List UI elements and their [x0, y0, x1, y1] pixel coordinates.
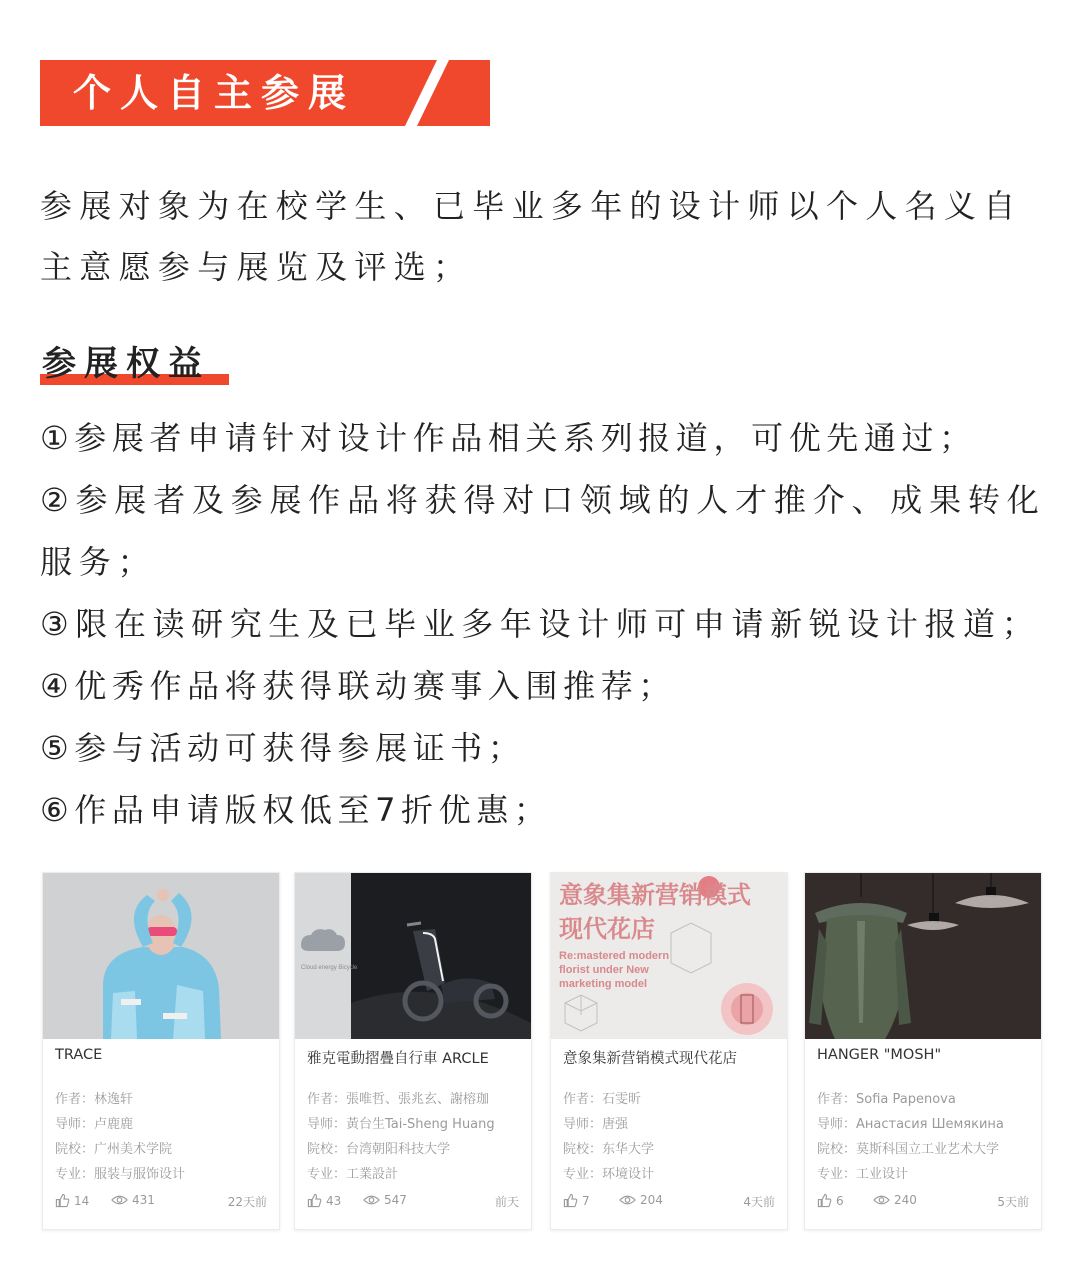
benefit-item: ③限在读研究生及已毕业多年设计师可申请新锐设计报道； — [40, 605, 1041, 643]
eye-icon — [619, 1194, 636, 1206]
project-card-arcle[interactable] — [294, 872, 532, 1230]
view-count: 204 — [640, 1193, 663, 1207]
view-count: 547 — [384, 1193, 407, 1207]
post-time: 5天前 — [997, 1195, 1029, 1209]
project-thumbnail[interactable] — [805, 873, 1041, 1039]
thumb-subtitle-line3: marketing model — [559, 978, 648, 990]
view-stat — [873, 1193, 917, 1207]
project-title[interactable]: 意象集新营销模式现代花店 — [563, 1051, 737, 1067]
benefit-item: ⑤参与活动可获得参展证书； — [40, 729, 526, 767]
project-major: 专业：环境设计 — [563, 1167, 655, 1182]
benefits-list — [40, 407, 1050, 841]
thumb-caption: Cloud energy Bicycle — [301, 965, 358, 971]
benefit-item: ⑥作品申请版权低至7折优惠； — [40, 791, 552, 829]
view-stat — [363, 1193, 407, 1207]
eye-icon — [363, 1194, 380, 1206]
like-button[interactable] — [55, 1193, 89, 1208]
benefit-item: ④优秀作品将获得联动赛事入围推荐； — [40, 667, 676, 705]
benefits-heading: 参展权益 — [42, 344, 210, 384]
fashion-photo-image — [43, 873, 279, 1039]
project-major: 专业：工業設計 — [307, 1167, 399, 1182]
project-author: 作者：林逸轩 — [55, 1092, 134, 1107]
view-count: 240 — [894, 1193, 917, 1207]
project-card-trace[interactable] — [42, 872, 280, 1230]
project-title[interactable]: HANGER "MOSH" — [817, 1047, 942, 1063]
post-time: 4天前 — [743, 1195, 775, 1209]
view-stat — [619, 1193, 663, 1207]
project-author: 作者：張唯哲、張兆玄、謝榕珈 — [307, 1092, 490, 1107]
eye-icon — [111, 1194, 128, 1206]
thumb-title-line1: 意象集新营销模式 — [559, 881, 751, 909]
project-school: 院校：莫斯科国立工业艺术大学 — [817, 1142, 1000, 1157]
project-stats — [55, 1193, 267, 1211]
project-school: 院校：东华大学 — [563, 1142, 655, 1157]
like-button[interactable] — [307, 1193, 341, 1208]
project-author: 作者：石雯昕 — [563, 1092, 642, 1107]
project-title[interactable]: TRACE — [55, 1047, 103, 1063]
view-count: 431 — [132, 1193, 155, 1207]
view-stat — [111, 1193, 155, 1207]
section-title: 个人自主参展 — [73, 71, 356, 115]
intro-paragraph: 参展对象为在校学生、已毕业多年的设计师以个人名义自主意愿参与展览及评选； — [40, 187, 1023, 286]
project-stats — [307, 1193, 519, 1211]
project-stats — [563, 1193, 775, 1211]
project-mentor: 导师：黃台生Tai-Sheng Huang — [307, 1117, 495, 1132]
project-card-florist[interactable] — [550, 872, 788, 1230]
project-meta — [55, 1087, 273, 1187]
like-count: 43 — [326, 1193, 342, 1208]
scooter-photo-image — [295, 873, 531, 1039]
post-time: 前天 — [494, 1195, 519, 1209]
project-meta — [563, 1087, 781, 1187]
project-stats — [817, 1193, 1029, 1211]
thumbs-up-icon — [307, 1193, 322, 1208]
benefit-item: ②参展者及参展作品将获得对口领域的人才推介、成果转化服务； — [40, 481, 1046, 581]
project-thumbnail[interactable] — [551, 873, 787, 1039]
project-author: 作者：Sofia Papenova — [817, 1092, 956, 1107]
post-time: 22天前 — [227, 1195, 267, 1209]
like-count: 6 — [836, 1193, 844, 1208]
hanger-lamp-photo-image — [805, 873, 1041, 1039]
project-mentor: 导师：卢鹿鹿 — [55, 1117, 134, 1132]
thumb-subtitle-line2: florist under New — [559, 964, 649, 976]
florist-poster-image — [551, 873, 787, 1039]
like-button[interactable] — [563, 1193, 590, 1208]
project-mentor: 导师：Анастасия Шемякина — [817, 1117, 1004, 1132]
thumbs-up-icon — [817, 1193, 832, 1208]
project-card-mosh[interactable] — [804, 872, 1042, 1230]
section-banner — [40, 60, 490, 126]
thumbs-up-icon — [563, 1193, 578, 1208]
project-school: 院校：广州美术学院 — [55, 1142, 173, 1157]
project-meta — [307, 1087, 525, 1187]
project-thumbnail[interactable] — [43, 873, 279, 1039]
project-title[interactable]: 雅克電動摺疊自行車 ARCLE — [307, 1051, 489, 1067]
project-meta — [817, 1087, 1035, 1187]
project-major: 专业：服装与服饰设计 — [55, 1167, 186, 1182]
benefit-item: ①参展者申请针对设计作品相关系列报道，可优先通过； — [40, 419, 977, 457]
project-major: 专业：工业设计 — [817, 1167, 909, 1182]
like-button[interactable] — [817, 1193, 844, 1208]
project-school: 院校：台湾朝阳科技大学 — [307, 1142, 451, 1157]
like-count: 7 — [582, 1193, 590, 1208]
eye-icon — [873, 1194, 890, 1206]
project-thumbnail[interactable] — [295, 873, 531, 1039]
thumb-subtitle-line1: Re:mastered modern — [559, 950, 670, 962]
thumbs-up-icon — [55, 1193, 70, 1208]
like-count: 14 — [74, 1193, 90, 1208]
project-cards — [42, 872, 1042, 1232]
thumb-title-line2: 现代花店 — [559, 915, 655, 943]
project-mentor: 导师：唐强 — [563, 1117, 629, 1132]
